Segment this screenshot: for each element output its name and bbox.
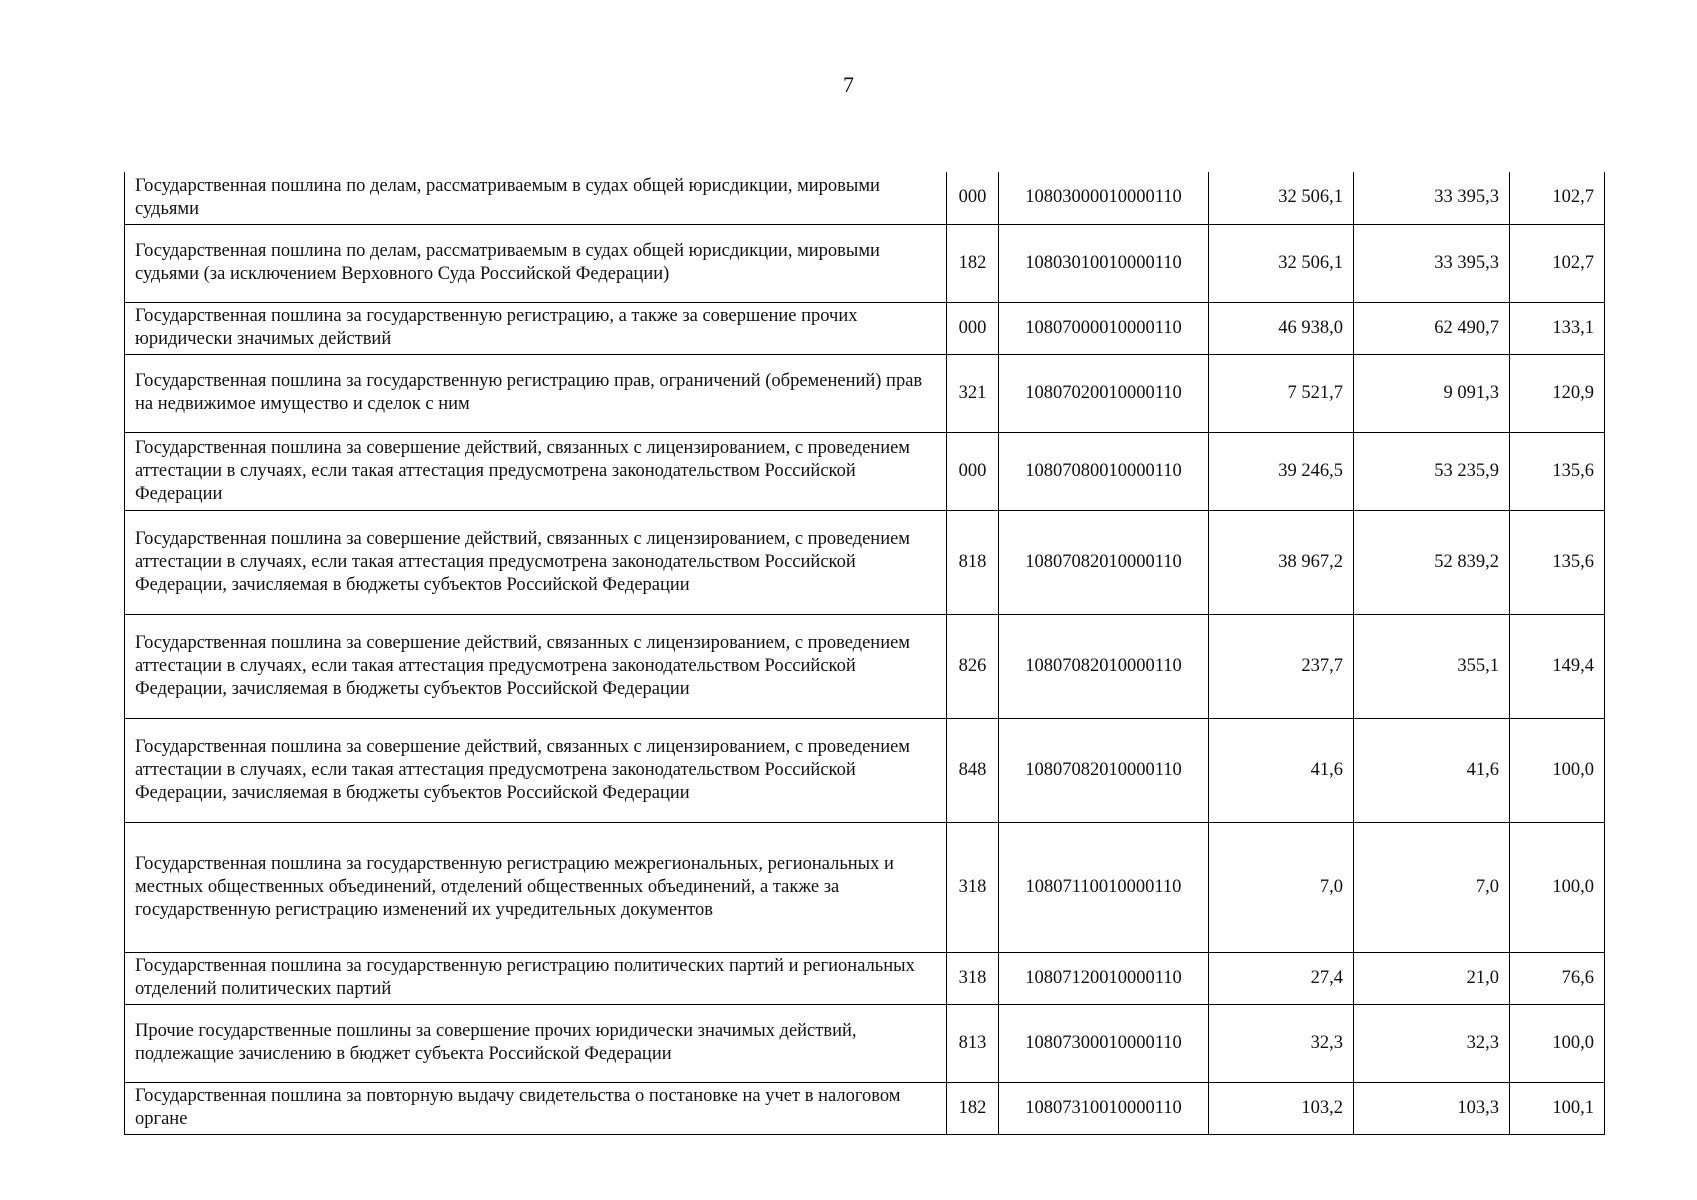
planned-amount-cell: 41,6 [1209,718,1354,822]
planned-amount-cell: 7 521,7 [1209,354,1354,432]
planned-amount-cell: 103,2 [1209,1082,1354,1134]
revenue-name-cell: Государственная пошлина за совершение действий, связанных с лицензированием, с проведением аттестации в случаях, если такая аттестация предусмотрена законодательством Российской Федерации, зачисляемая в бюджеты субъектов Российской Федерации [125,510,947,614]
actual-amount-cell: 7,0 [1354,822,1510,952]
admin-code-cell: 000 [947,302,999,354]
planned-amount-cell: 38 967,2 [1209,510,1354,614]
revenue-name-cell: Государственная пошлина за государственную регистрацию, а также за совершение прочих юридически значимых действий [125,302,947,354]
table-row [125,614,1605,718]
budget-code-cell: 10807082010000110 [999,718,1209,822]
execution-percent-cell: 102,7 [1510,172,1605,224]
planned-amount-cell: 32 506,1 [1209,224,1354,302]
planned-amount-cell: 27,4 [1209,952,1354,1004]
execution-percent-cell: 120,9 [1510,354,1605,432]
actual-amount-cell: 355,1 [1354,614,1510,718]
admin-code-cell: 182 [947,224,999,302]
budget-code-cell: 10807300010000110 [999,1004,1209,1082]
budget-code-cell: 10807082010000110 [999,614,1209,718]
revenue-name-cell: Государственная пошлина по делам, рассматриваемым в судах общей юрисдикции, мировыми судьями [125,172,947,224]
table-row [125,432,1605,510]
revenue-name-cell: Государственная пошлина за совершение действий, связанных с лицензированием, с проведением аттестации в случаях, если такая аттестация предусмотрена законодательством Российской Федерации, зачисляемая в бюджеты субъектов Российской Федерации [125,614,947,718]
execution-percent-cell: 149,4 [1510,614,1605,718]
actual-amount-cell: 41,6 [1354,718,1510,822]
budget-code-cell: 10803000010000110 [999,172,1209,224]
admin-code-cell: 848 [947,718,999,822]
table-row [125,822,1605,952]
table-row [125,1004,1605,1082]
admin-code-cell: 318 [947,822,999,952]
revenue-name-cell: Государственная пошлина за совершение действий, связанных с лицензированием, с проведением аттестации в случаях, если такая аттестация предусмотрена законодательством Российской Федерации, зачисляемая в бюджеты субъектов Российской Федерации [125,718,947,822]
revenue-name-cell: Государственная пошлина за государственную регистрацию политических партий и региональных отделений политических партий [125,952,947,1004]
revenue-name-cell: Государственная пошлина за повторную выдачу свидетельства о постановке на учет в налоговом органе [125,1082,947,1134]
planned-amount-cell: 32 506,1 [1209,172,1354,224]
revenue-name-cell: Государственная пошлина за совершение действий, связанных с лицензированием, с проведением аттестации в случаях, если такая аттестация предусмотрена законодательством Российской Федерации [125,432,947,510]
table-row [125,718,1605,822]
planned-amount-cell: 32,3 [1209,1004,1354,1082]
table-body [125,172,1605,1134]
budget-code-cell: 10807110010000110 [999,822,1209,952]
execution-percent-cell: 76,6 [1510,952,1605,1004]
actual-amount-cell: 33 395,3 [1354,224,1510,302]
admin-code-cell: 000 [947,172,999,224]
admin-code-cell: 318 [947,952,999,1004]
budget-code-cell: 10807000010000110 [999,302,1209,354]
table-row [125,172,1605,224]
actual-amount-cell: 52 839,2 [1354,510,1510,614]
planned-amount-cell: 237,7 [1209,614,1354,718]
budget-code-cell: 10807120010000110 [999,952,1209,1004]
planned-amount-cell: 46 938,0 [1209,302,1354,354]
actual-amount-cell: 9 091,3 [1354,354,1510,432]
admin-code-cell: 818 [947,510,999,614]
table-row [125,1082,1605,1134]
execution-percent-cell: 135,6 [1510,510,1605,614]
execution-percent-cell: 135,6 [1510,432,1605,510]
actual-amount-cell: 53 235,9 [1354,432,1510,510]
actual-amount-cell: 32,3 [1354,1004,1510,1082]
admin-code-cell: 321 [947,354,999,432]
execution-percent-cell: 100,0 [1510,718,1605,822]
revenue-name-cell: Государственная пошлина за государственную регистрацию межрегиональных, региональных и местных общественных объединений, отделений общественных объединений, а также за государственную регистрацию изменений их учредительных документов [125,822,947,952]
actual-amount-cell: 21,0 [1354,952,1510,1004]
actual-amount-cell: 33 395,3 [1354,172,1510,224]
execution-percent-cell: 102,7 [1510,224,1605,302]
table-row [125,354,1605,432]
table-row [125,952,1605,1004]
budget-code-cell: 10803010010000110 [999,224,1209,302]
admin-code-cell: 826 [947,614,999,718]
budget-code-cell: 10807082010000110 [999,510,1209,614]
execution-percent-cell: 100,0 [1510,1004,1605,1082]
admin-code-cell: 182 [947,1082,999,1134]
table-row [125,224,1605,302]
table-row [125,302,1605,354]
budget-code-cell: 10807310010000110 [999,1082,1209,1134]
revenue-name-cell: Прочие государственные пошлины за совершение прочих юридически значимых действий, подлежащие зачислению в бюджет субъекта Российской Федерации [125,1004,947,1082]
execution-percent-cell: 100,1 [1510,1082,1605,1134]
budget-code-cell: 10807020010000110 [999,354,1209,432]
actual-amount-cell: 62 490,7 [1354,302,1510,354]
admin-code-cell: 000 [947,432,999,510]
revenue-name-cell: Государственная пошлина за государственную регистрацию прав, ограничений (обременений) прав на недвижимое имущество и сделок с ним [125,354,947,432]
page-number: 7 [843,72,854,97]
table-row [125,510,1605,614]
budget-revenue-table [124,172,1605,1135]
actual-amount-cell: 103,3 [1354,1082,1510,1134]
execution-percent-cell: 133,1 [1510,302,1605,354]
planned-amount-cell: 39 246,5 [1209,432,1354,510]
execution-percent-cell: 100,0 [1510,822,1605,952]
planned-amount-cell: 7,0 [1209,822,1354,952]
revenue-name-cell: Государственная пошлина по делам, рассматриваемым в судах общей юрисдикции, мировыми судьями (за исключением Верховного Суда Российской Федерации) [125,224,947,302]
admin-code-cell: 813 [947,1004,999,1082]
budget-code-cell: 10807080010000110 [999,432,1209,510]
